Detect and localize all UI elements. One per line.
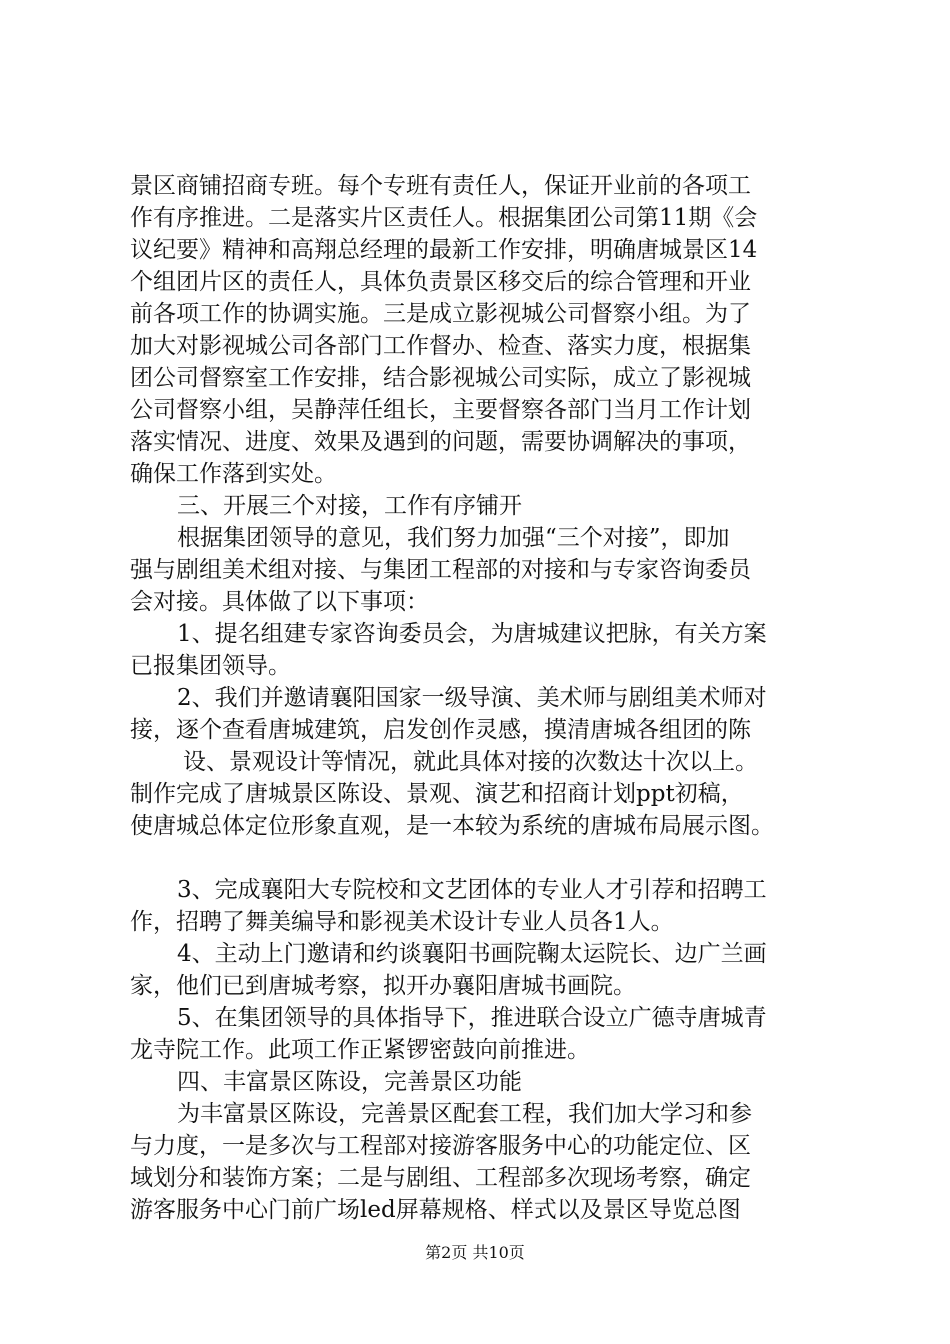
text-line: 议纪要》精神和高翔总经理的最新工作安排，明确唐城景区14 xyxy=(130,237,758,263)
text-line: 团公司督察室工作安排，结合影视城公司实际，成立了影视城 xyxy=(130,365,751,391)
page-number: 第2页 共10页 xyxy=(425,1243,525,1262)
list-item: 1、提名组建专家咨询委员会，为唐城建议把脉，有关方案 xyxy=(177,621,767,647)
text-line: 使唐城总体定位形象直观，是一本较为系统的唐城布局展示图。 xyxy=(130,813,774,839)
blank-line xyxy=(130,842,840,874)
text-line: 设、景观设计等情况，就此具体对接的次数达十次以上。 xyxy=(183,749,758,775)
section-heading: 三、开展三个对接，工作有序铺开 xyxy=(177,493,522,519)
text-line: 家，他们已到唐城考察，拟开办襄阳唐城书画院。 xyxy=(130,973,636,999)
list-item: 2、我们并邀请襄阳国家一级导演、美术师与剧组美术师对 xyxy=(177,685,767,711)
text-line: 确保工作落到实处。 xyxy=(130,461,337,487)
text-line: 加大对影视城公司各部门工作督办、检查、落实力度，根据集 xyxy=(130,333,751,359)
section-heading: 四、丰富景区陈设，完善景区功能 xyxy=(177,1069,522,1095)
text-line: 前各项工作的协调实施。三是成立影视城公司督察小组。为了 xyxy=(130,301,751,327)
text-line: 制作完成了唐城景区陈设、景观、演艺和招商计划ppt初稿， xyxy=(130,781,744,807)
document-body xyxy=(130,170,840,1226)
text-line: 落实情况、进度、效果及遇到的问题，需要协调解决的事项， xyxy=(130,429,751,455)
text-line: 景区商铺招商专班。每个专班有责任人，保证开业前的各项工 xyxy=(130,173,751,199)
list-item: 4、主动上门邀请和约谈襄阳书画院鞠太运院长、边广兰画 xyxy=(177,941,767,967)
text-line: 接，逐个查看唐城建筑，启发创作灵感，摸清唐城各组团的陈 xyxy=(130,717,751,743)
text-line: 游客服务中心门前广场led屏幕规格、样式以及景区导览总图 xyxy=(130,1197,741,1223)
text-line: 强与剧组美术组对接、与集团工程部的对接和与专家咨询委员 xyxy=(130,557,751,583)
text-line: 域划分和装饰方案；二是与剧组、工程部多次现场考察，确定 xyxy=(130,1165,751,1191)
text-line: 作，招聘了舞美编导和影视美术设计专业人员各1人。 xyxy=(130,909,674,935)
text-line: 已报集团领导。 xyxy=(130,653,291,679)
text-line: 与力度，一是多次与工程部对接游客服务中心的功能定位、区 xyxy=(130,1133,751,1159)
text-line: 龙寺院工作。此项工作正紧锣密鼓向前推进。 xyxy=(130,1037,590,1063)
text-line: 会对接。具体做了以下事项： xyxy=(130,589,429,615)
text-line: 根据集团领导的意见，我们努力加强“三个对接”，即加 xyxy=(177,525,730,551)
list-item: 5、在集团领导的具体指导下，推进联合设立广德寺唐城青 xyxy=(177,1005,767,1031)
text-line: 作有序推进。二是落实片区责任人。根据集团公司第11期《会 xyxy=(130,205,758,231)
text-line: 个组团片区的责任人，具体负责景区移交后的综合管理和开业 xyxy=(130,269,751,295)
text-line: 为丰富景区陈设，完善景区配套工程，我们加大学习和参 xyxy=(177,1101,752,1127)
text-line: 公司督察小组，吴静萍任组长，主要督察各部门当月工作计划 xyxy=(130,397,751,423)
list-item: 3、完成襄阳大专院校和文艺团体的专业人才引荐和招聘工 xyxy=(177,877,767,903)
